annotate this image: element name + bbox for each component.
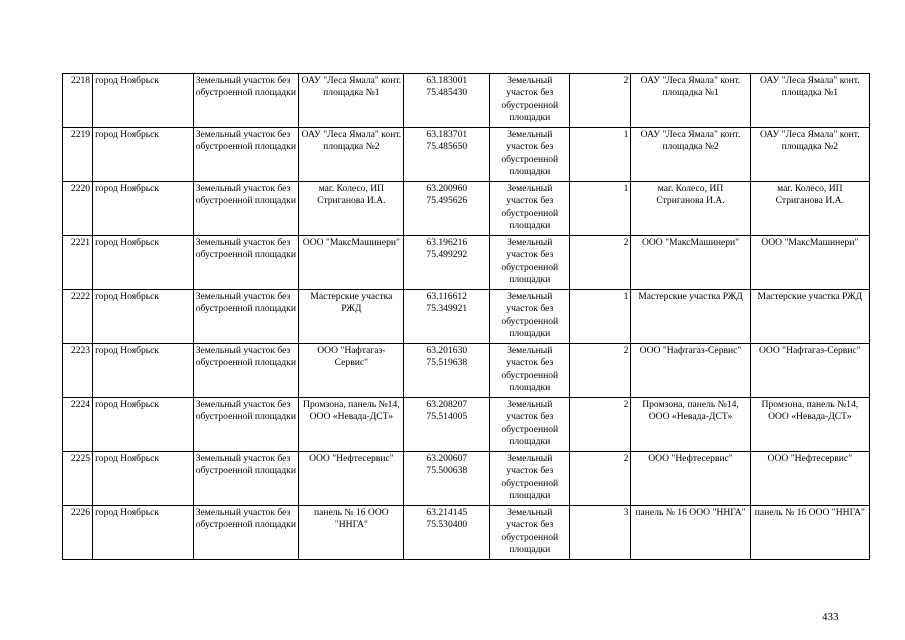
latitude-value: 63.183701: [426, 129, 468, 140]
site-type-cell: Земельный участок без обустроенной площадки: [193, 344, 299, 398]
latitude-value: 63.201630: [426, 345, 468, 356]
waste-site-registry-table: [62, 73, 870, 560]
site-owner-cell: Промзона, панель №14, ООО «Невада-ДСТ»: [299, 398, 404, 452]
row-number: 2223: [63, 344, 93, 398]
site-type-cell: Земельный участок без обустроенной площадки: [193, 398, 299, 452]
row-number: 2224: [63, 398, 93, 452]
surface-kind-cell: Земельный участок без обустроенной площадки: [490, 398, 570, 452]
site-type-cell: Земельный участок без обустроенной площадки: [193, 128, 299, 182]
coordinates-cell: [404, 344, 490, 398]
longitude-value: 75.514005: [426, 411, 468, 423]
latitude-value: 63.200607: [426, 453, 468, 464]
container-count-cell: 2: [570, 236, 631, 290]
site-owner-cell: Мастерские участка РЖД: [299, 290, 404, 344]
surface-kind-cell: Земельный участок без обустроенной площадки: [490, 128, 570, 182]
surface-kind-cell: Земельный участок без обустроенной площадки: [490, 290, 570, 344]
surface-kind-cell: Земельный участок без обустроенной площадки: [490, 74, 570, 128]
source-holder-cell: панель № 16 ООО "ННГА": [750, 506, 869, 560]
source-holder-cell: ОАУ "Леса Ямала" конт. площадка №1: [750, 74, 869, 128]
site-owner-cell: ООО "Нефтесервис": [299, 452, 404, 506]
surface-kind-cell: Земельный участок без обустроенной площадки: [490, 452, 570, 506]
longitude-value: 75.519638: [426, 357, 468, 369]
table-row: [63, 182, 870, 236]
row-number: 2226: [63, 506, 93, 560]
settlement-cell: город Ноябрьск: [93, 182, 194, 236]
settlement-cell: город Ноябрьск: [93, 290, 194, 344]
container-count-cell: 2: [570, 452, 631, 506]
surface-kind-cell: Земельный участок без обустроенной площадки: [490, 182, 570, 236]
latitude-value: 63.200960: [426, 183, 468, 194]
longitude-value: 75.500638: [426, 465, 468, 477]
latitude-value: 63.196216: [426, 237, 468, 248]
site-owner-cell: ООО "Нафтагаз-Сервис": [299, 344, 404, 398]
document-page: [62, 73, 870, 560]
table-row: [63, 74, 870, 128]
surface-kind-cell: Земельный участок без обустроенной площадки: [490, 506, 570, 560]
site-type-cell: Земельный участок без обустроенной площадки: [193, 74, 299, 128]
table-row: [63, 506, 870, 560]
row-number: 2219: [63, 128, 93, 182]
site-owner-cell: ОАУ "Леса Ямала" конт. площадка №2: [299, 128, 404, 182]
container-count-cell: 1: [570, 290, 631, 344]
coordinates-cell: [404, 128, 490, 182]
operator-cell: ООО "МаксМашинери": [631, 236, 750, 290]
settlement-cell: город Ноябрьск: [93, 398, 194, 452]
table-row: [63, 290, 870, 344]
container-count-cell: 2: [570, 398, 631, 452]
settlement-cell: город Ноябрьск: [93, 128, 194, 182]
coordinates-cell: [404, 290, 490, 344]
row-number: 2220: [63, 182, 93, 236]
site-owner-cell: ООО "МаксМашинери": [299, 236, 404, 290]
table-row: [63, 236, 870, 290]
site-type-cell: Земельный участок без обустроенной площадки: [193, 236, 299, 290]
latitude-value: 63.214145: [426, 507, 468, 518]
operator-cell: ОАУ "Леса Ямала" конт. площадка №2: [631, 128, 750, 182]
container-count-cell: 2: [570, 344, 631, 398]
page-number: 433: [822, 611, 839, 623]
coordinates-cell: [404, 74, 490, 128]
site-type-cell: Земельный участок без обустроенной площадки: [193, 290, 299, 344]
settlement-cell: город Ноябрьск: [93, 452, 194, 506]
source-holder-cell: ООО "Нафтагаз-Сервис": [750, 344, 869, 398]
site-type-cell: Земельный участок без обустроенной площадки: [193, 182, 299, 236]
settlement-cell: город Ноябрьск: [93, 74, 194, 128]
source-holder-cell: Мастерские участка РЖД: [750, 290, 869, 344]
latitude-value: 63.183001: [426, 75, 468, 86]
table-row: [63, 452, 870, 506]
operator-cell: ООО "Нефтесервис": [631, 452, 750, 506]
operator-cell: Мастерские участка РЖД: [631, 290, 750, 344]
coordinates-cell: [404, 506, 490, 560]
surface-kind-cell: Земельный участок без обустроенной площадки: [490, 236, 570, 290]
row-number: 2218: [63, 74, 93, 128]
site-owner-cell: маг. Колесо, ИП Стриганова И.А.: [299, 182, 404, 236]
operator-cell: ОАУ "Леса Ямала" конт. площадка №1: [631, 74, 750, 128]
source-holder-cell: ОАУ "Леса Ямала" конт. площадка №2: [750, 128, 869, 182]
source-holder-cell: Промзона, панель №14, ООО «Невада-ДСТ»: [750, 398, 869, 452]
longitude-value: 75.499292: [426, 249, 468, 261]
container-count-cell: 1: [570, 182, 631, 236]
longitude-value: 75.530400: [426, 519, 468, 531]
settlement-cell: город Ноябрьск: [93, 506, 194, 560]
coordinates-cell: [404, 236, 490, 290]
surface-kind-cell: Земельный участок без обустроенной площадки: [490, 344, 570, 398]
container-count-cell: 3: [570, 506, 631, 560]
source-holder-cell: ООО "Нефтесервис": [750, 452, 869, 506]
container-count-cell: 1: [570, 128, 631, 182]
longitude-value: 75.495626: [426, 195, 468, 207]
settlement-cell: город Ноябрьск: [93, 236, 194, 290]
operator-cell: маг. Колесо, ИП Стриганова И.А.: [631, 182, 750, 236]
longitude-value: 75.485430: [426, 87, 468, 99]
container-count-cell: 2: [570, 74, 631, 128]
settlement-cell: город Ноябрьск: [93, 344, 194, 398]
operator-cell: Промзона, панель №14, ООО «Невада-ДСТ»: [631, 398, 750, 452]
row-number: 2221: [63, 236, 93, 290]
latitude-value: 63.208207: [426, 399, 468, 410]
coordinates-cell: [404, 182, 490, 236]
source-holder-cell: маг. Колесо, ИП Стриганова И.А.: [750, 182, 869, 236]
operator-cell: ООО "Нафтагаз-Сервис": [631, 344, 750, 398]
site-owner-cell: ОАУ "Леса Ямала" конт. площадка №1: [299, 74, 404, 128]
site-owner-cell: панель № 16 ООО "ННГА": [299, 506, 404, 560]
row-number: 2222: [63, 290, 93, 344]
source-holder-cell: ООО "МаксМашинери": [750, 236, 869, 290]
registry-body: [63, 74, 870, 560]
site-type-cell: Земельный участок без обустроенной площадки: [193, 506, 299, 560]
coordinates-cell: [404, 398, 490, 452]
row-number: 2225: [63, 452, 93, 506]
table-row: [63, 398, 870, 452]
coordinates-cell: [404, 452, 490, 506]
table-row: [63, 128, 870, 182]
site-type-cell: Земельный участок без обустроенной площадки: [193, 452, 299, 506]
latitude-value: 63.116612: [426, 291, 467, 302]
operator-cell: панель № 16 ООО "ННГА": [631, 506, 750, 560]
longitude-value: 75.349921: [426, 303, 468, 315]
longitude-value: 75.485650: [426, 141, 468, 153]
table-row: [63, 344, 870, 398]
